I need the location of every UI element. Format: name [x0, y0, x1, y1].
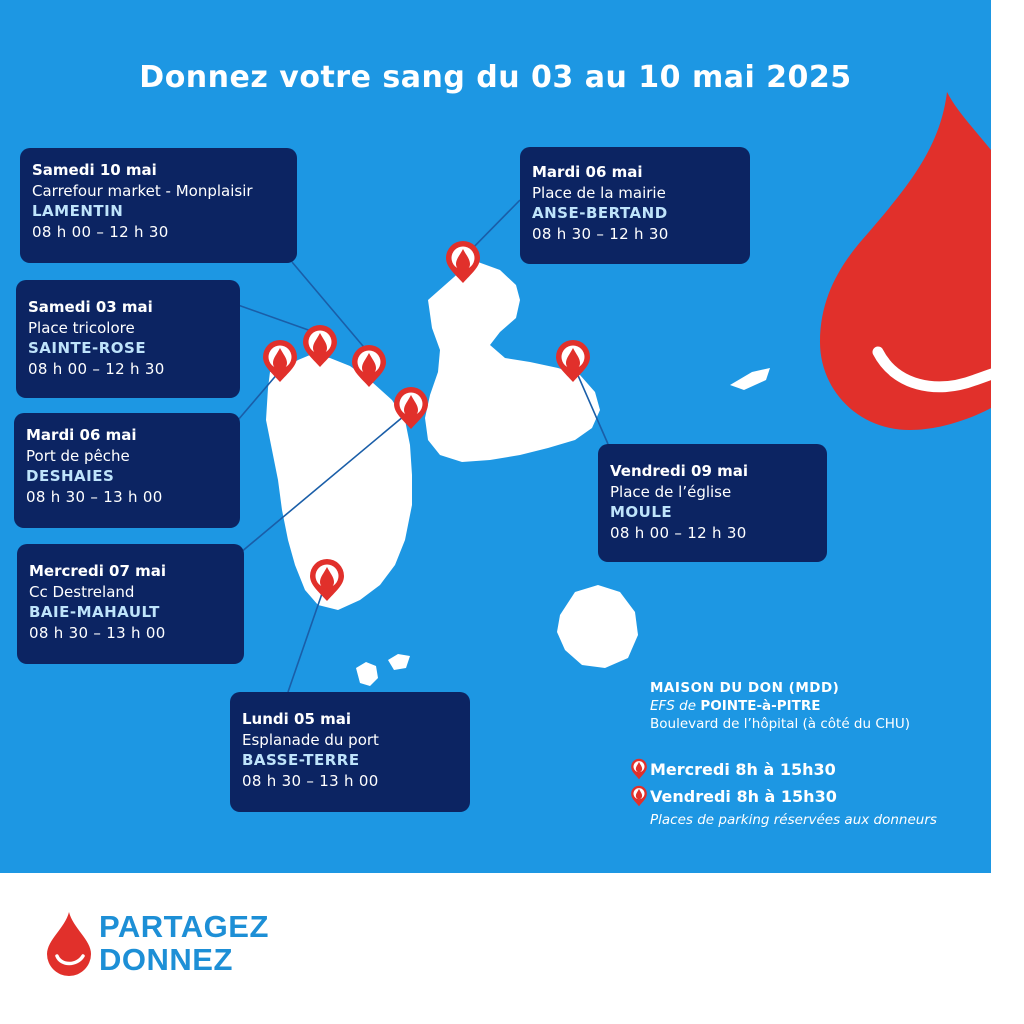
info-efs-prefix: EFS de — [650, 698, 697, 714]
event-place: Cc Destreland — [29, 582, 135, 601]
event-place: Esplanade du port — [242, 730, 379, 749]
event-town: LAMENTIN — [32, 202, 124, 220]
event-day: Lundi 05 mai — [242, 710, 352, 728]
event-hours: 08 h 30 – 13 h 00 — [29, 623, 166, 642]
info-hours-text: Mercredi 8h à 15h30 — [650, 759, 836, 779]
logo-line-1: PARTAGEZ — [99, 909, 269, 944]
event-place: Place de la mairie — [532, 183, 666, 202]
event-town: SAINTE-ROSE — [28, 339, 147, 357]
info-hours-text: Vendredi 8h à 15h30 — [650, 786, 837, 806]
island-marie-galante — [557, 585, 638, 668]
logo-text — [99, 910, 269, 976]
leader-line-basse-terre — [288, 582, 326, 692]
event-day: Vendredi 09 mai — [610, 462, 749, 480]
info-efs — [650, 697, 910, 715]
info-hours-row — [630, 785, 837, 807]
info-efs-city: POINTE-à-PITRE — [700, 698, 821, 714]
event-place: Port de pêche — [26, 446, 130, 465]
blood-drop-icon — [45, 910, 93, 976]
event-hours: 08 h 30 – 13 h 00 — [26, 487, 163, 506]
maison-du-don-info — [650, 679, 910, 733]
info-hours-row — [630, 758, 836, 780]
event-hours: 08 h 00 – 12 h 30 — [610, 523, 747, 542]
event-day: Mardi 06 mai — [532, 163, 643, 181]
event-town: ANSE-BERTAND — [532, 204, 668, 222]
page-title: Donnez votre sang du 03 au 10 mai 2025 — [139, 60, 852, 95]
event-town: BAIE-MAHAULT — [29, 603, 160, 621]
event-place: Place tricolore — [28, 318, 135, 337]
event-hours: 08 h 00 – 12 h 30 — [28, 359, 165, 378]
leader-line-sainte-rose — [238, 305, 314, 332]
event-hours: 08 h 30 – 13 h 00 — [242, 771, 379, 790]
big-blood-drop-icon — [820, 92, 991, 430]
white-margin — [991, 0, 1024, 873]
event-day: Samedi 03 mai — [28, 298, 153, 316]
event-town: BASSE-TERRE — [242, 751, 360, 769]
event-card-deshaies — [14, 413, 240, 528]
island-les-saintes-2 — [388, 654, 410, 670]
event-day: Mardi 06 mai — [26, 426, 137, 444]
event-card-anse-bertrand — [520, 147, 750, 264]
event-card-lamentin — [20, 148, 297, 263]
info-address: Boulevard de l’hôpital (à côté du CHU) — [650, 716, 911, 732]
event-place: Carrefour market - Monplaisir — [32, 181, 253, 200]
event-card-baie-mahault — [17, 544, 244, 664]
island-la-desirade — [730, 368, 770, 390]
blood-drop-map-pin-icon — [630, 758, 648, 780]
event-card-sainte-rose — [16, 280, 240, 398]
event-town: DESHAIES — [26, 467, 115, 485]
event-town: MOULE — [610, 503, 673, 521]
blood-drop-map-pin-icon — [630, 785, 648, 807]
logo-line-2: DONNEZ — [99, 942, 233, 977]
event-card-moule — [598, 444, 827, 562]
event-card-basse-terre — [230, 692, 470, 812]
event-day: Mercredi 07 mai — [29, 562, 167, 580]
event-day: Samedi 10 mai — [32, 161, 157, 179]
event-hours: 08 h 00 – 12 h 30 — [32, 222, 169, 241]
event-place: Place de l’église — [610, 482, 732, 501]
info-name: MAISON DU DON (MDD) — [650, 680, 840, 696]
event-hours: 08 h 30 – 12 h 30 — [532, 224, 669, 243]
partagez-donnez-logo — [45, 910, 269, 976]
island-les-saintes-1 — [356, 662, 378, 686]
info-parking: Places de parking réservées aux donneurs — [650, 812, 937, 828]
